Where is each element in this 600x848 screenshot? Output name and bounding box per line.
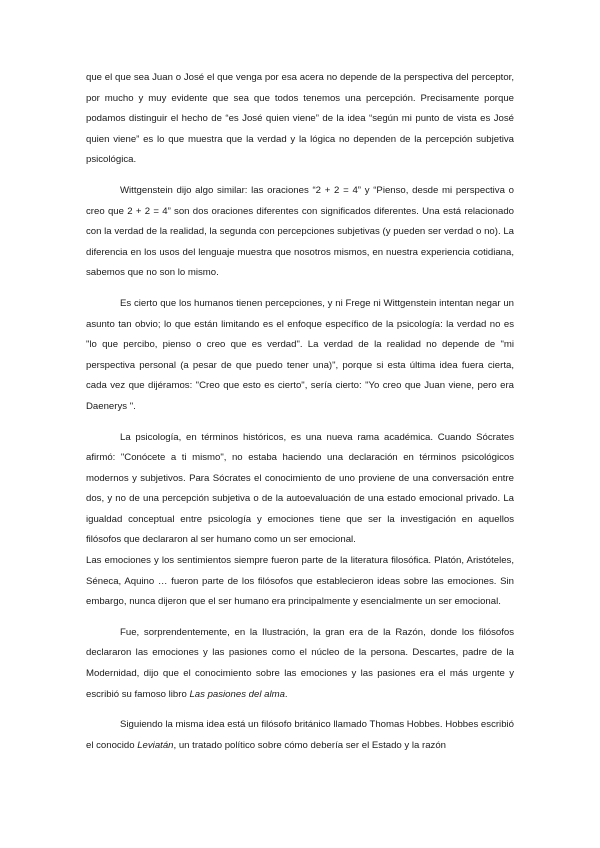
paragraph-3: Es cierto que los humanos tienen percepciones, y ni Frege ni Wittgenstein intentan negar un asunto tan obvio; lo que están limitando es el enfoque específico de la psicología: la verdad no es "lo que percibo, pienso o creo que es verdad". La verdad de la realidad no depende de "mi perspectiva personal (a pesar de que puedo tener una)", porque si esta última idea fuera cierta, cada vez que dijéramos: "Creo que esto es cierto", sería cierto: "Yo creo que Juan viene, pero era Daenerys ". bbox=[86, 297, 514, 412]
paragraph-5: Las emociones y los sentimientos siempre fueron parte de la literatura filosófica. Platón, Aristóteles, Séneca, Aquino … fueron parte de los filósofos que establecieron ideas sobre las emociones. Sin embargo, nunca dijeron que el ser humano era principalmente y esencialmente un ser emocional. bbox=[86, 555, 514, 608]
paragraph-4: La psicología, en términos históricos, es una nueva rama académica. Cuando Sócrates afirmó: "Conócete a ti mismo", no estaba haciendo una declaración en términos psicológicos modernos y subjetivos. Para Sócrates el conocimiento de uno proviene de una conversación entre dos, y no de una percepción subjetiva o de la autoevaluación de una estado emocional privado. La igualdad conceptual entre psicología y emociones tiene que ser la investigación en aquellos filósofos que declararon al ser humano como un ser emocional. bbox=[86, 431, 514, 546]
paragraph-7-tail: , un tratado político sobre cómo debería ser el Estado y la razón bbox=[173, 739, 447, 751]
book-title-leviatan: Leviatán bbox=[137, 739, 174, 751]
paragraph-2: Wittgenstein dijo algo similar: las oraciones “2 + 2 = 4” y “Pienso, desde mi perspectiva o creo que 2 + 2 = 4” son dos oraciones diferentes con significados diferentes. Una está relacionado con la verdad de la realidad, la segunda con percepciones subjetivas (y pueden ser verdad o no). La diferencia en los usos del lenguaje muestra que nosotros mismos, en nuestra experiencia cotidiana, sabemos que no son lo mismo. bbox=[86, 184, 514, 279]
paragraph-1: que el que sea Juan o José el que venga por esa acera no depende de la perspectiva del perceptor, por mucho y muy evidente que sea que todos tenemos una percepción. Precisamente porque podamos distinguir el hecho de “es José quien viene” de la idea “según mi punto de vista es José quien viene” es lo que muestra que la verdad y la lógica no dependen de la percepción subjetiva psicológica. bbox=[86, 72, 514, 166]
book-title-pasiones: Las pasiones del alma bbox=[189, 688, 285, 700]
body-text bbox=[86, 68, 514, 756]
paragraph-7-text: Siguiendo la misma idea está un filósofo británico llamado Thomas Hobbes. Hobbes escribió el conocido bbox=[86, 719, 514, 751]
paragraph-7 bbox=[86, 715, 514, 756]
paragraph-6: Fue, sorprendentemente, en la Ilustración, la gran era de la Razón, donde los filósofos declararon las emociones y las pasiones como el núcleo de la persona. Descartes, padre de la Modernidad, dijo que el conocimiento sobre las emociones y las pasiones era el más urgente y escribió su famoso libro Las pasiones del alma. bbox=[86, 626, 514, 700]
paragraph-6-text: Fue, sorprendentemente, en la Ilustración, la gran era de la Razón, donde los filósofos declararon las emociones y las pasiones como el núcleo de la persona. Descartes, padre de la Modernidad, dijo que el conocimiento sobre las emociones y las pasiones era el más urgente y escribió su famoso libro bbox=[86, 626, 514, 700]
